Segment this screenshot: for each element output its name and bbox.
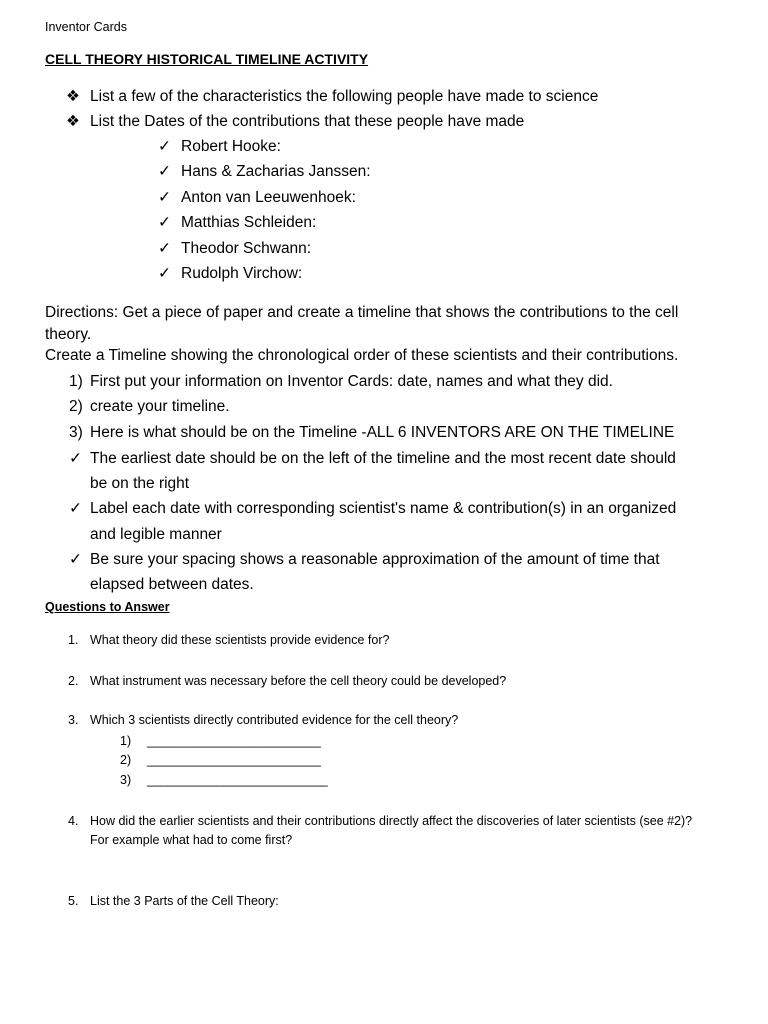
step-number: 3) <box>69 424 83 441</box>
answer-blank-line[interactable]: _________________________ <box>147 753 321 767</box>
answer-blank-number: 3) <box>120 773 132 787</box>
scientist-name: Hans & Zacharias Janssen: <box>181 163 371 180</box>
scientist-name: Rudolph Virchow: <box>181 265 303 282</box>
criteria-text-line2: be on the right <box>90 475 190 492</box>
questions-heading: Questions to Answer <box>45 600 170 614</box>
scientist-name: Anton van Leeuwenhoek: <box>181 189 356 206</box>
answer-blank-number: 2) <box>120 753 132 767</box>
checkmark-icon: ✓ <box>158 163 171 180</box>
question-number: 5. <box>68 894 79 908</box>
step-text: create your timeline. <box>90 398 230 415</box>
question-number: 1. <box>68 633 79 647</box>
checkmark-icon: ✓ <box>69 551 82 568</box>
checkmark-icon: ✓ <box>158 240 171 257</box>
criteria-text-line1: The earliest date should be on the left of the timeline and the most recent date should <box>90 450 676 467</box>
checkmark-icon: ✓ <box>158 214 171 231</box>
answer-blank-line[interactable]: _________________________ <box>147 734 321 748</box>
checkmark-icon: ✓ <box>158 189 171 206</box>
checkmark-icon: ✓ <box>69 500 82 517</box>
answer-blank-number: 1) <box>120 734 132 748</box>
criteria-text-line1: Label each date with corresponding scientist's name & contribution(s) in an organized <box>90 500 677 517</box>
criteria-text-line2: and legible manner <box>90 526 222 543</box>
question-text: What theory did these scientists provide evidence for? <box>90 633 390 647</box>
page-title: CELL THEORY HISTORICAL TIMELINE ACTIVITY <box>45 51 369 67</box>
question-text-line2: For example what had to come first? <box>90 833 293 847</box>
step-text: Here is what should be on the Timeline -ALL 6 INVENTORS ARE ON THE TIMELINE <box>90 424 675 441</box>
header-label: Inventor Cards <box>45 20 127 34</box>
scientist-name: Theodor Schwann: <box>181 240 312 257</box>
scientist-name: Robert Hooke: <box>181 138 281 155</box>
diamond-bullet-icon: ❖ <box>66 113 80 130</box>
directions-line-2: theory. <box>45 326 92 343</box>
bullet-text: List the Dates of the contributions that these people have made <box>90 113 525 130</box>
checkmark-icon: ✓ <box>69 450 82 467</box>
step-number: 1) <box>69 373 83 390</box>
question-number: 2. <box>68 674 79 688</box>
criteria-text-line1: Be sure your spacing shows a reasonable approximation of the amount of time that <box>90 551 660 568</box>
directions-line-1: Directions: Get a piece of paper and create a timeline that shows the contributions to the cell <box>45 304 679 321</box>
question-text-line1: How did the earlier scientists and their contributions directly affect the discoveries of later scientists (see #2)? <box>90 814 693 828</box>
question-text: List the 3 Parts of the Cell Theory: <box>90 894 279 908</box>
scientist-name: Matthias Schleiden: <box>181 214 317 231</box>
question-text: Which 3 scientists directly contributed evidence for the cell theory? <box>90 713 459 727</box>
directions-line-3: Create a Timeline showing the chronological order of these scientists and their contributions. <box>45 347 679 364</box>
step-number: 2) <box>69 398 83 415</box>
bullet-text: List a few of the characteristics the following people have made to science <box>90 88 599 105</box>
answer-blank-line[interactable]: __________________________ <box>147 773 328 787</box>
question-number: 3. <box>68 713 79 727</box>
checkmark-icon: ✓ <box>158 265 171 282</box>
diamond-bullet-icon: ❖ <box>66 88 80 105</box>
checkmark-icon: ✓ <box>158 138 171 155</box>
question-number: 4. <box>68 814 79 828</box>
step-text: First put your information on Inventor Cards: date, names and what they did. <box>90 373 613 390</box>
question-text: What instrument was necessary before the cell theory could be developed? <box>90 674 507 688</box>
criteria-text-line2: elapsed between dates. <box>90 576 254 593</box>
